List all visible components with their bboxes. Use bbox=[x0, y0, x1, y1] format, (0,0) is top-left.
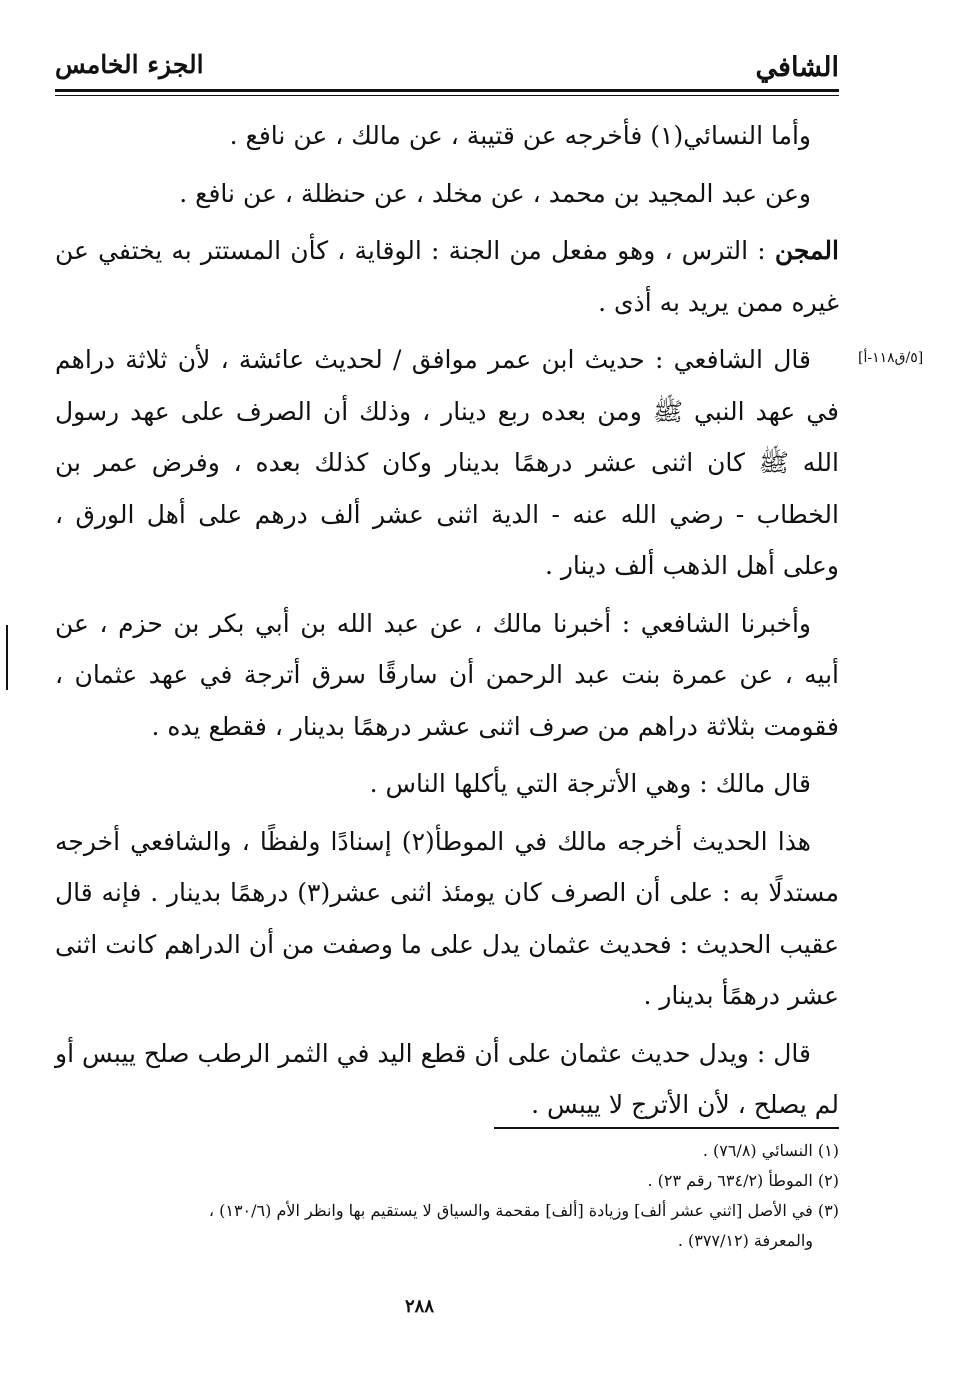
manuscript-folio-reference: [٥/ق١١٨-أ] bbox=[858, 350, 924, 366]
paragraph: وعن عبد المجيد بن محمد ، عن مخلد ، عن حنظلة ، عن نافع . bbox=[179, 178, 811, 208]
page-number: ٢٨٨ bbox=[404, 1296, 434, 1317]
footnote: (٣) في الأصل [اثني عشر ألف] وزيادة [ألف] مقحمة والسياق لا يستقيم بها وانظر الأم (١٣٠/٦) ، bbox=[208, 1201, 839, 1220]
footnote: (١) النسائي (٧٦/٨) . bbox=[702, 1141, 839, 1160]
lemma-term: المجن bbox=[774, 236, 839, 265]
footnote-continuation: والمعرفة (٣٧٧/١٢) . bbox=[677, 1231, 813, 1250]
paragraph: قال مالك : وهي الأترجة التي يأكلها الناس . bbox=[369, 769, 811, 798]
footnote-separator bbox=[494, 1127, 839, 1129]
book-title: الشافي bbox=[755, 52, 839, 83]
paragraph: هذا الحديث أخرجه مالك في الموطأ(٢) إسنادًا ولفظًا ، والشافعي أخرجه مستدلًا به : على أن الصرف كان يومئذ اثنى عشر(٣) درهمًا بدينار . فإنه قال عقيب الحديث : فحديث عثمان يدل على ما وصفت من أن الدراهم كانت اثنى عشر درهمًأ بدينار . bbox=[55, 826, 840, 1010]
footnotes bbox=[55, 1136, 839, 1256]
paragraph: قال الشافعي : حديث ابن عمر موافق / لحديث عائشة ، لأن ثلاثة دراهم في عهد النبي ﷺ ومن بعده ربع دينار ، وذلك أن الصرف على عهد رسول الله ﷺ كان اثنى عشر درهمًا بدينار وكان كذلك بعده ، وفرض عمر بن الخطاب - رضي الله عنه - الدية اثنى عشر ألف درهم على أهل الورق ، وعلى أهل الذهب ألف دينار . bbox=[55, 345, 839, 580]
paragraph: المجن : الترس ، وهو مفعل من الجنة : الوقاية ، كأن المستتر به يختفي عن غيره ممن يريد به أذى . bbox=[55, 236, 839, 317]
paragraph: وأما النسائي(١) فأخرجه عن قتيبة ، عن مالك ، عن نافع . bbox=[229, 121, 811, 150]
paragraph: وأخبرنا الشافعي : أخبرنا مالك ، عن عبد الله بن أبي بكر بن حزم ، عن أبيه ، عن عمرة بنت عبد الرحمن أن سارقًا سرق أترجة في عهد عثمان ، فقومت بثلاثة دراهم من صرف اثنى عشر درهمًا بدينار ، فقطع يده . bbox=[55, 608, 839, 741]
header-rule-thin bbox=[55, 95, 839, 96]
part-title: الجزء الخامس bbox=[55, 50, 204, 79]
page-header bbox=[55, 40, 839, 90]
margin-bar bbox=[6, 625, 8, 690]
header-rule-thick bbox=[55, 89, 839, 92]
paragraph: قال : ويدل حديث عثمان على أن قطع اليد في الثمر الرطب صلح ييبس أو لم يصلح ، لأن الأترج لا ييبس . bbox=[55, 1038, 839, 1119]
footnote: (٢) الموطأ (٦٣٤/٢ رقم ٢٣) . bbox=[647, 1171, 839, 1190]
main-text bbox=[55, 110, 839, 1137]
